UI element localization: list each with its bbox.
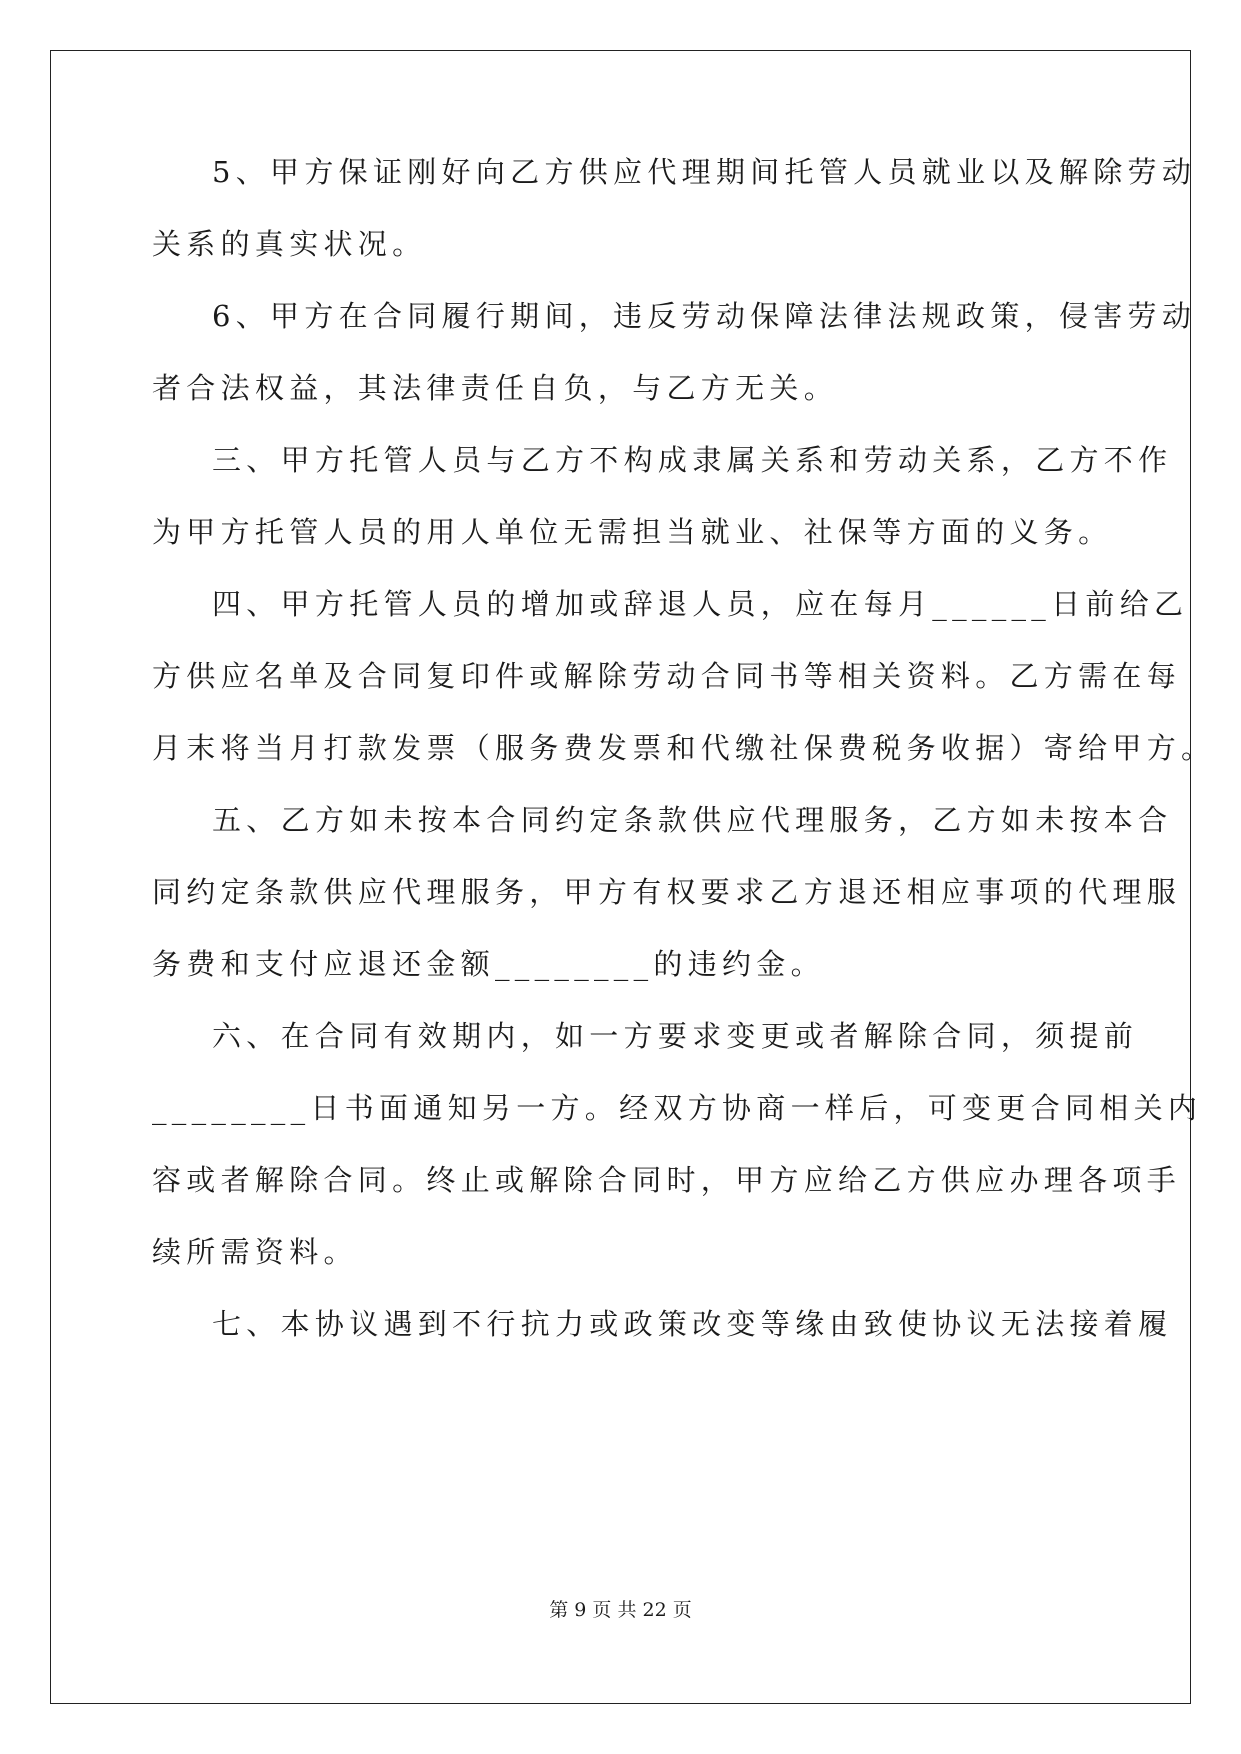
paragraph-line: 三、甲方托管人员与乙方不构成隶属关系和劳动关系，乙方不作: [212, 443, 1173, 477]
paragraph-line: 月末将当月打款发票（服务费发票和代缴社保费税务收据）寄给甲方。: [152, 731, 1216, 765]
paragraph-line: 四、甲方托管人员的增加或辞退人员，应在每月______日前给乙: [212, 587, 1189, 621]
paragraph-line: 续所需资料。: [152, 1235, 358, 1269]
paragraph-line: 七、本协议遇到不行抗力或政策改变等缘由致使协议无法接着履: [212, 1307, 1173, 1341]
paragraph-line: 六、在合同有效期内，如一方要求变更或者解除合同，须提前: [212, 1019, 1139, 1053]
paragraph-line: 容或者解除合同。终止或解除合同时，甲方应给乙方供应办理各项手: [152, 1163, 1182, 1197]
paragraph-line: 关系的真实状况。: [152, 227, 427, 261]
paragraph-line: 务费和支付应退还金额________的违约金。: [152, 947, 825, 981]
page-number-footer: 第 9 页 共 22 页: [549, 1599, 692, 1621]
paragraph-line: 五、乙方如未按本合同约定条款供应代理服务，乙方如未按本合: [212, 803, 1173, 837]
paragraph-line: 为甲方托管人员的用人单位无需担当就业、社保等方面的义务。: [152, 515, 1113, 549]
paragraph-line: ________日书面通知另一方。经双方协商一样后，可变更合同相关内: [152, 1091, 1203, 1125]
paragraph-line: 方供应名单及合同复印件或解除劳动合同书等相关资料。乙方需在每: [152, 659, 1182, 693]
paragraph-line: 5、甲方保证刚好向乙方供应代理期间托管人员就业以及解除劳动: [212, 155, 1197, 189]
paragraph-line: 6、甲方在合同履行期间，违反劳动保障法律法规政策，侵害劳动: [212, 299, 1197, 333]
paragraph-line: 同约定条款供应代理服务，甲方有权要求乙方退还相应事项的代理服: [152, 875, 1182, 909]
paragraph-line: 者合法权益，其法律责任自负，与乙方无关。: [152, 371, 839, 405]
